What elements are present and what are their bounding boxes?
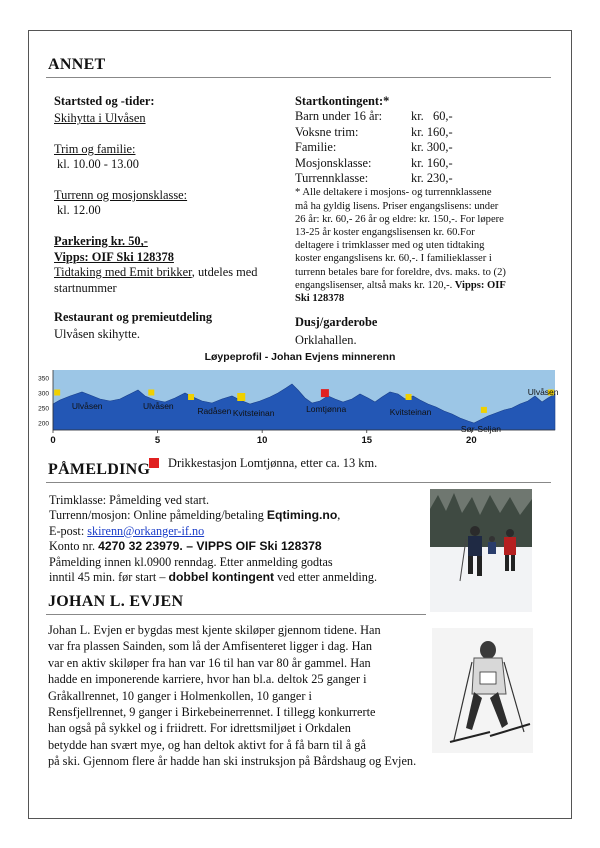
- timing-rest: , utdeles med: [191, 265, 258, 280]
- fee-note-vipps: Vipps: OIF: [452, 279, 506, 291]
- trim-heading: Trim og familie:: [54, 141, 136, 156]
- fee-label: Mosjonsklasse:: [295, 155, 372, 170]
- x-tick-label: 20: [466, 435, 477, 446]
- turrenn-heading: Turrenn og mosjonsklasse:: [54, 187, 188, 202]
- place-label: Ulvåsen: [527, 387, 559, 397]
- pamelding-online-text: Turrenn/mosjon: Online påmelding/betaling: [49, 508, 267, 523]
- fee-label: Voksne trim:: [295, 124, 359, 139]
- place-label: Kvitsteinan: [232, 408, 275, 418]
- evjen-line: Rensfjellrennet, 9 ganger i Birkebeinerrennet. I tillegg konkurrerte: [48, 705, 376, 720]
- konto-label: Konto nr.: [49, 539, 99, 554]
- fee-note-line: 13-25 år koster engangslisensen kr. 60.For: [295, 227, 475, 239]
- evjen-line: var en aktiv skiløper fra han var 16 til han var 80 år gammel. Han: [48, 655, 371, 670]
- checkpoint-mark: [54, 390, 60, 396]
- fee-note-vipps-2: Ski 128378: [295, 293, 345, 305]
- x-tick-label: 5: [154, 435, 161, 446]
- pamelding-body: [49, 493, 377, 585]
- fee-price: kr. 300,-: [411, 140, 453, 155]
- x-tick-label: 15: [361, 435, 373, 446]
- start-heading: Startsted og -tider:: [54, 94, 155, 108]
- pamelding-rule: [46, 482, 551, 483]
- annet-rule: [46, 77, 551, 78]
- fee-note-line: 26 år: kr. 60,- 26 år og eldre: kr. 150,-. For løpere: [295, 213, 504, 225]
- place-label: Sør-Seljan: [460, 424, 502, 434]
- fee-note-line: må ha gyldig lisens. Priser engangslisens: under: [295, 200, 499, 212]
- trim-time: kl. 10.00 - 13.00: [57, 157, 139, 172]
- fee-note-line: * Alle deltakere i mosjons- og turrennklassene: [295, 187, 492, 199]
- fee-row: [295, 109, 506, 124]
- x-tick-group: [50, 430, 476, 446]
- fee-note-line: [295, 279, 506, 292]
- course-profile-chart: [30, 366, 570, 450]
- drink-station-marker: [149, 458, 159, 468]
- turrenn-time: kl. 12.00: [57, 203, 101, 218]
- annet-heading: ANNET: [48, 56, 106, 73]
- evjen-line: var fra plassen Sainden, som lå der Amfisenteret ligger i dag. Han: [48, 639, 373, 654]
- email-link[interactable]: skirenn@orkanger-if.no: [87, 523, 205, 538]
- dusj-place: Orklahallen.: [295, 332, 357, 347]
- fee-heading: Startkontingent:*: [295, 94, 390, 108]
- annet-right-column: [295, 94, 506, 348]
- fee-note-line: koster engangslisens kr. 60,-. I familieklasser i: [295, 253, 492, 265]
- annet-left-column: [54, 94, 257, 343]
- pamelding-line: [49, 539, 377, 554]
- evjen-rule: [46, 614, 426, 615]
- checkpoint-mark: [188, 394, 194, 400]
- fee-row: [295, 125, 506, 140]
- parking-text: Parkering kr. 50,-: [54, 234, 148, 249]
- evjen-line: Gråkallrennet, 10 ganger i Holmenkollen, 10 ganger i: [48, 688, 312, 703]
- fee-price: kr. 60,-: [411, 109, 453, 124]
- y-tick-label: 350: [38, 375, 49, 383]
- place-label: Kvitsteinan: [389, 407, 432, 417]
- place-label: Ulvåsen: [142, 401, 174, 411]
- evjen-line: Johan L. Evjen er bygdas mest kjente skiløper gjennom tidene. Han: [48, 623, 381, 637]
- y-tick-label: 250: [38, 405, 49, 413]
- evjen-line: han også på sykkel og i friidrett. For idrettsmiljøet i Orkdalen: [48, 721, 351, 736]
- evjen-line: hadde en imponerende karriere, hvor han bl.a. deltok 25 ganger i: [48, 672, 367, 687]
- drink-station-legend: Drikkestasjon Lomtjønna, etter ca. 13 km.: [168, 456, 378, 470]
- double-fee-text: dobbel kontingent: [168, 570, 275, 585]
- pamelding-line: [49, 524, 377, 539]
- late-text: inntil 45 min. før start –: [49, 570, 169, 585]
- checkpoint-mark: [237, 393, 245, 401]
- checkpoint-mark: [406, 394, 412, 400]
- start-place: Skihytta i Ulvåsen: [54, 111, 146, 126]
- vipps-text: Vipps: OIF Ski 128378: [54, 249, 174, 264]
- restaurant-place: Ulvåsen skihytte.: [54, 327, 141, 342]
- late-text-end: ved etter anmelding.: [274, 570, 378, 585]
- restaurant-heading: Restaurant og premieutdeling: [54, 310, 213, 325]
- pamelding-line: [49, 570, 377, 585]
- fee-price: kr. 230,-: [411, 171, 453, 186]
- fee-label: Barn under 16 år:: [295, 109, 383, 124]
- pamelding-comma: ,: [337, 508, 341, 523]
- email-label: E-post:: [49, 523, 88, 538]
- evjen-line: på ski. Gjennom flere år hadde han ski instruksjon på Bårdshaug og Evjen.: [48, 754, 417, 769]
- fee-label: Familie:: [295, 140, 337, 155]
- evjen-line: betydde han svært mye, og han deltok aktivt for å få barn til å gå: [48, 737, 366, 752]
- evjen-body: [48, 622, 416, 770]
- fee-price: kr. 160,-: [411, 155, 453, 170]
- fee-label: Turrennklasse:: [295, 171, 369, 186]
- x-tick-label: 0: [50, 435, 56, 446]
- pamelding-heading: PÅMELDING: [48, 461, 151, 478]
- timing-link[interactable]: Tidtaking med Emit brikker: [54, 265, 192, 280]
- konto-value: 4270 32 23979. – VIPPS OIF Ski 128378: [98, 539, 322, 554]
- timing-rest-2: startnummer: [54, 280, 117, 295]
- fee-row: [295, 171, 506, 186]
- place-label: Lomtjønna: [306, 404, 347, 414]
- drink-station-mark: [321, 389, 329, 397]
- place-label: Ulvåsen: [71, 401, 103, 411]
- evjen-heading: JOHAN L. EVJEN: [48, 593, 184, 610]
- fee-note-line: turrenn betales bare for foreldre, dvs. maks. to (2): [295, 266, 506, 278]
- fee-note: [295, 186, 506, 305]
- fee-row: [295, 156, 506, 171]
- x-tick-label: 10: [256, 435, 268, 446]
- pamelding-line: Trimklasse: Påmelding ved start.: [49, 493, 210, 507]
- eqtiming-link[interactable]: Eqtiming.no: [266, 508, 338, 523]
- checkpoint-mark: [148, 390, 154, 396]
- profile-title: Løypeprofil - Johan Evjens minnerenn: [204, 351, 396, 363]
- fee-price: kr. 160,-: [411, 124, 453, 139]
- fee-list: [295, 109, 506, 186]
- fee-row: [295, 140, 506, 155]
- dusj-heading: Dusj/garderobe: [295, 315, 378, 330]
- y-tick-label: 200: [38, 420, 49, 428]
- fee-note-last: engangslisenser, altså maks kr. 120,-.: [295, 279, 453, 291]
- pamelding-line: Påmelding innen kl.0900 renndag. Etter anmelding godtas: [49, 554, 333, 569]
- y-tick-label: 300: [38, 390, 49, 398]
- pamelding-line: [49, 508, 377, 523]
- fee-note-line: deltagere i trimklasser med og uten tidtaking: [295, 240, 485, 252]
- place-label: Radåsen: [197, 406, 232, 416]
- checkpoint-mark: [481, 407, 487, 413]
- skiers-photo: [430, 489, 532, 612]
- evjen-photo: [432, 628, 533, 753]
- y-tick-group: [38, 376, 49, 428]
